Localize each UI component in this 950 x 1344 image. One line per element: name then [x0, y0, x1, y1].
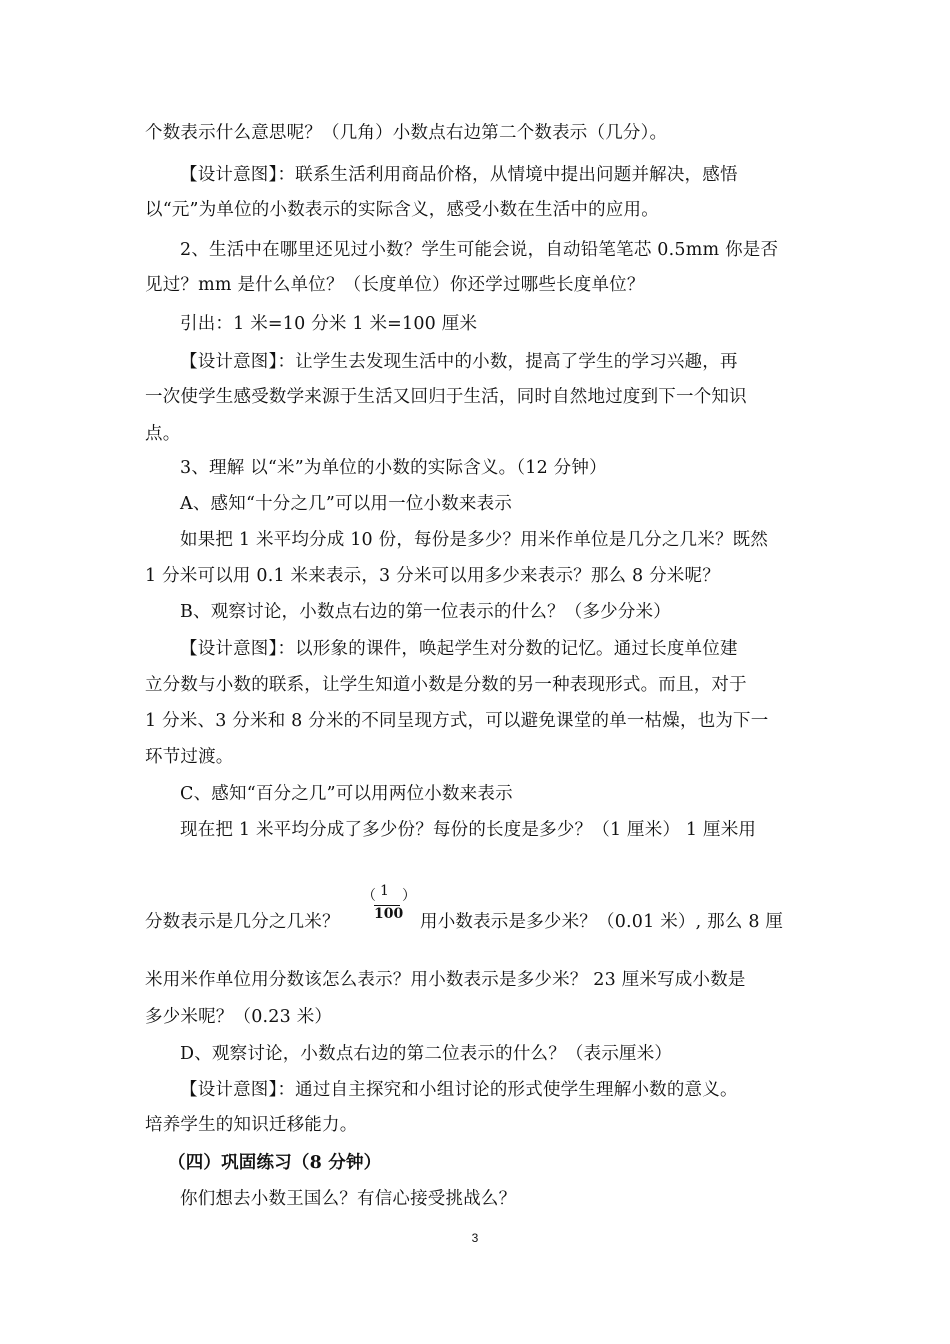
text-line: 2、生活中在哪里还见过小数？学生可能会说，自动铅笔笔芯 0.5mm 你是否 [180, 240, 779, 260]
text-line: 引出：1 米=10 分米 1 米=100 厘米 [180, 314, 478, 334]
text-line: 多少米呢？（0.23 米） [145, 1007, 333, 1027]
text-line: 如果把 1 米平均分成 10 份，每份是多少？用米作单位是几分之几米？既然 [180, 530, 769, 550]
subsection-heading: B、观察讨论，小数点右边的第一位表示的什么？（多少分米） [180, 602, 671, 622]
text-line: 分数表示是几分之几米？ [145, 912, 340, 932]
text-line: 以“元”为单位的小数表示的实际含义，感受小数在生活中的应用。 [145, 200, 659, 220]
design-intent: 【设计意图】：以形象的课件，唤起学生对分数的记忆。通过长度单位建 [180, 639, 738, 659]
design-intent: 【设计意图】：让学生去发现生活中的小数，提高了学生的学习兴趣，再 [180, 352, 738, 372]
text-line: 用小数表示是多少米？（0.01 米）, 那么 8 厘 [420, 912, 784, 932]
fraction-open-paren: （ [362, 888, 376, 904]
design-intent: 【设计意图】：通过自主探究和小组讨论的形式使学生理解小数的意义。 [180, 1080, 738, 1100]
text-line: 一次使学生感受数学来源于生活又回归于生活，同时自然地过度到下一个知识 [145, 387, 747, 407]
fraction-close-paren: ） [402, 888, 416, 904]
text-line: 现在把 1 米平均分成了多少份？每份的长度是多少？（1 厘米） 1 厘米用 [180, 820, 757, 840]
subsection-heading: A、感知“十分之几”可以用一位小数来表示 [180, 494, 513, 514]
fraction-one-hundredth [362, 883, 416, 933]
fraction-numerator: 1 [380, 883, 389, 899]
text-line: 个数表示什么意思呢？（几角）小数点右边第二个数表示（几分）。 [145, 123, 668, 143]
text-line: 点。 [145, 424, 181, 444]
fraction-denominator: 100 [374, 906, 404, 922]
text-line: 见过？mm 是什么单位？（长度单位）你还学过哪些长度单位？ [145, 275, 645, 295]
text-line: 环节过渡。 [145, 747, 234, 767]
subsection-heading: C、感知“百分之几”可以用两位小数来表示 [180, 784, 513, 804]
design-intent: 【设计意图】：联系生活利用商品价格，从情境中提出问题并解决，感悟 [180, 165, 738, 185]
section-heading: 3、理解 以“米”为单位的小数的实际含义。（12 分钟） [180, 458, 607, 478]
text-line: 1 分米可以用 0.1 米来表示，3 分米可以用多少来表示？那么 8 分米呢？ [145, 566, 720, 586]
text-line: 培养学生的知识迁移能力。 [145, 1115, 358, 1135]
text-line: 你们想去小数王国么？有信心接受挑战么？ [180, 1189, 517, 1209]
section-heading: （四）巩固练习（8 分钟） [168, 1153, 382, 1173]
text-line: 米用米作单位用分数该怎么表示？用小数表示是多少米？ 23 厘米写成小数是 [145, 970, 746, 990]
page-number: 3 [471, 1231, 479, 1245]
text-line: 立分数与小数的联系，让学生知道小数是分数的另一种表现形式。而且，对于 [145, 675, 747, 695]
text-line: 1 分米、3 分米和 8 分米的不同呈现方式，可以避免课堂的单一枯燥，也为下一 [145, 711, 769, 731]
subsection-heading: D、观察讨论，小数点右边的第二位表示的什么？（表示厘米） [180, 1044, 673, 1064]
